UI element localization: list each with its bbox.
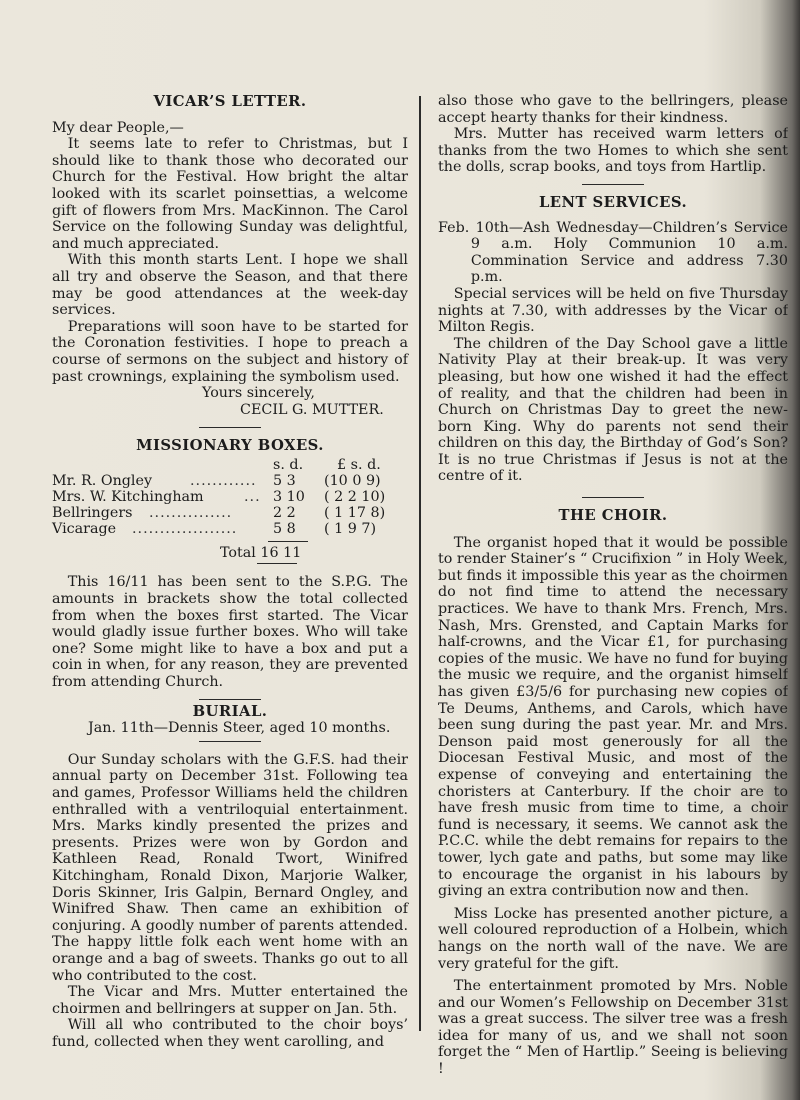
table-row: Bellringers ............... 2 2 ( 1 17 8)	[52, 504, 386, 521]
table-header	[52, 457, 408, 474]
burial-entry: Jan. 11th—Dennis Steer, aged 10 months.	[88, 720, 391, 737]
missionary-boxes-heading: MISSIONARY BOXES.	[136, 437, 324, 455]
column-header-sd: s. d.	[273, 456, 304, 473]
sunday-scholars-para-1: Our Sunday scholars with the G.F.S. had their annual party on December 31st. Following tea and games, Professor Williams held the children enthralled with a ventriloquial entertainment. Mrs. Marks kindly presented the prizes and presents. Prizes were won by Gordon and Kathleen Read, Ronald Twort, Winifred Kitchingham, Ronald Dixon, Marjorie Walker, Doris Skinner, Iris Galpin, Bernard Ongley, and Winifred Shaw. Then came an exhibition of conjuring. A goodly number of parents attended. The happy little folk each went home with an orange and a bag of sweets. Thanks go out to all who contributed to the cost.	[52, 751, 408, 984]
vicar-letter-heading: VICAR’S LETTER.	[153, 93, 307, 110]
left-column	[52, 0, 408, 1051]
column-divider	[419, 96, 421, 1031]
lent-para-1: Special services will be held on five Thursday nights at 7.30, with addresses by the Vicar of Milton Regis.	[438, 285, 788, 336]
missionary-boxes-table	[52, 455, 408, 539]
choir-heading: THE CHOIR.	[558, 507, 668, 525]
column-header-total: £ s. d.	[337, 456, 381, 473]
choir-para-1: The organist hoped that it would be possible to render Stainer’s “ Crucifixion ” in Holy Week, but finds it impossible this year as the choirmen do not find time to attend the necessary practices. We have to thank Mrs. French, Mrs. Nash, Mrs. Grensted, and Captain Marks for half-crowns, and the Vicar £1, for purchasing copies of the music. We have no fund for buying the music we require, and the organist himself has given £3/5/6 for purchasing new copies of Te Deums, Anthems, and Carols, which have been sung during the past year. Mr. and Mrs. Denson paid most generously for all the Diocesan Festival Music, and most of the expense of conveying and entertaining the choristers at Canterbury. If the choir are to have fresh music from time to time, a choir fund is necessary, it seems. We cannot ask the P.C.C. while the debt remains for repairs to the tower, lych gate and paths, but some may like to encourage the organist in his labours by giving an extra contribution now and then.	[438, 534, 788, 900]
vicar-letter-para-2: With this month starts Lent. I hope we shall all try and observe the Season, and that there may be good attendances at the week-day services.	[52, 252, 408, 319]
table-row: Mr. R. Ongley ............ 5 3 (10 0 9)	[52, 472, 381, 489]
vicar-letter-para-3: Preparations will soon have to be started for the Coronation festivities. I hope to preach a course of sermons on the subject and history of past crownings, explaining the symbolism used.	[52, 318, 408, 385]
lent-para-2: The children of the Day School gave a little Nativity Play at their break-up. It was very pleasing, but how one wished it had the effect of reality, and that the children had been in Church on Christmas Day to greet the new-born King. Why do parents not send their children on this day, the Birthday of God’s Son? It is no true Christmas if Jesus is not at the centre of it.	[438, 335, 788, 485]
sum-rule	[268, 541, 308, 542]
burial-heading: BURIAL.	[192, 702, 268, 720]
table-row: Vicarage ................... 5 8 ( 1 9 7)	[52, 520, 377, 537]
homes-thanks-para: Mrs. Mutter has received warm letters of thanks from the two Homes to which she sent the dolls, scrap books, and toys from Hartlip.	[438, 126, 788, 176]
boxes-total: Total 16 11	[220, 544, 302, 561]
continuation-text: also those who gave to the bellringers, please accept hearty thanks for their kindness.	[438, 93, 788, 126]
sunday-scholars-para-2: The Vicar and Mrs. Mutter entertained the choirmen and bellringers at supper on Jan. 5th.	[52, 984, 408, 1017]
sunday-scholars-para-3: Will all who contributed to the choir boys’ fund, collected when they went carolling, and	[52, 1017, 408, 1050]
choir-para-3: The entertainment promoted by Mrs. Noble and our Women’s Fellowship on December 31st was a great success. The silver tree was a fresh idea for many of us, and we shall not soon forget the “ Men of Hartlip.” Seeing is believing !	[438, 978, 788, 1078]
boxes-note: This 16/11 has been sent to the S.P.G. The amounts in brackets show the total collected from when the boxes first started. The Vicar would gladly issue further boxes. Who will take one? Some might like to have a box and put a coin in when, for any reason, they are prevented from attending Church.	[52, 574, 408, 691]
choir-para-2: Miss Locke has presented another picture, a well coloured reproduction of a Holbein, which hangs on the north wall of the nave. We are very grateful for the gift.	[438, 905, 788, 972]
table-row: Mrs. W. Kitchingham ... 3 10 ( 2 2 10)	[52, 488, 386, 505]
lent-services-heading: LENT SERVICES.	[538, 193, 688, 211]
letter-signature: CECIL G. MUTTER.	[240, 401, 384, 418]
right-column	[438, 0, 788, 1078]
ash-wednesday-entry: Feb. 10th—Ash Wednesday—Children’s Service 9 a.m. Holy Communion 10 a.m. Commination Service and address 7.30 p.m.	[438, 219, 788, 286]
vicar-letter-para-1: It seems late to refer to Christmas, but I should like to thank those who decorated our Church for the Festival. How bright the altar looked with its scarlet poinsettias, a welcome gift of flowers from Mrs. MacKinnon. The Carol Service on the following Sunday was delightful, and much appreciated.	[52, 136, 408, 252]
letter-closing: Yours sincerely,	[202, 385, 315, 402]
salutation: My dear People,—	[52, 119, 184, 136]
